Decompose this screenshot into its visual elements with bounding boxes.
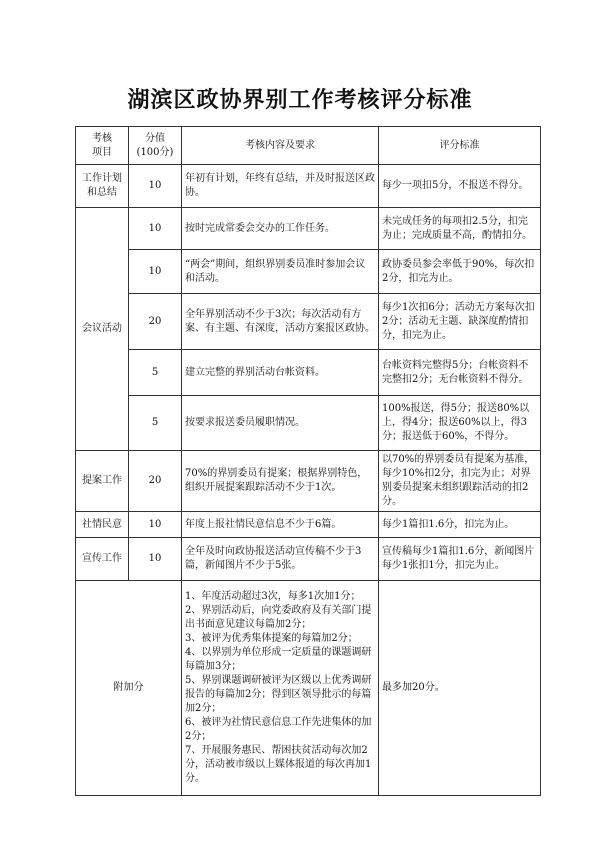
row-content: 年度上报社情民意信息不少于6篇。 bbox=[182, 512, 379, 538]
row-standard: 台帐资料完整得5分；台帐资料不完整扣2分；无台帐资料不得分。 bbox=[379, 350, 541, 396]
row-content: 年初有计划，年终有总结，并及时报送区政协。 bbox=[182, 165, 379, 208]
table-row bbox=[76, 294, 541, 350]
row-score: 10 bbox=[129, 250, 182, 294]
row-item: 会议活动 bbox=[76, 208, 129, 451]
row-item: 提案工作 bbox=[76, 451, 129, 512]
row-score: 10 bbox=[129, 165, 182, 208]
page-title: 湖滨区政协界别工作考核评分标准 bbox=[127, 87, 473, 113]
table-row bbox=[76, 581, 541, 796]
row-content: 按要求报送委员履职情况。 bbox=[182, 396, 379, 451]
header-score: 分值 (100分) bbox=[129, 127, 182, 165]
row-content: 全年及时向政协报送活动宣传稿不少于3篇，新闻图片不少于5张。 bbox=[182, 538, 379, 581]
header-item: 考核 项目 bbox=[76, 127, 129, 165]
row-content: 全年界别活动不少于3次；每次活动有方案、有主题、有深度，活动方案报区政协。 bbox=[182, 294, 379, 350]
row-score: 5 bbox=[129, 350, 182, 396]
table-row bbox=[76, 396, 541, 451]
row-score: 10 bbox=[129, 208, 182, 250]
row-standard: 每少一项扣5分，不报送不得分。 bbox=[379, 165, 541, 208]
row-score: 10 bbox=[129, 538, 182, 581]
row-standard: 每少1次扣6分；活动无方案每次扣2分；活动无主题、缺深度酌情扣分，扣完为止。 bbox=[379, 294, 541, 350]
scoring-table bbox=[75, 126, 541, 796]
row-standard: 100%报送，得5分；报送80%以上，得4分；报送60%以上，得3分；报送低于60%，不得分。 bbox=[379, 396, 541, 451]
row-standard: 最多加20分。 bbox=[379, 581, 541, 796]
header-standard: 评分标准 bbox=[379, 127, 541, 165]
header-content: 考核内容及要求 bbox=[182, 127, 379, 165]
row-content: 建立完整的界别活动台帐资料。 bbox=[182, 350, 379, 396]
row-score: 10 bbox=[129, 512, 182, 538]
row-item: 工作计划 和总结 bbox=[76, 165, 129, 208]
row-score: 5 bbox=[129, 396, 182, 451]
row-item: 附加分 bbox=[76, 581, 182, 796]
row-standard: 未完成任务的每项扣2.5分，扣完为止；完成质量不高，酌情扣分。 bbox=[379, 208, 541, 250]
row-content: 70%的界别委员有提案；根据界别特色，组织开展提案跟踪活动不少于1次。 bbox=[182, 451, 379, 512]
table-row bbox=[76, 208, 541, 250]
table-row bbox=[76, 165, 541, 208]
row-standard: 以70%的界别委员有提案为基准，每少10%扣2分，扣完为止；对界别委员提案未组织跟踪活动的扣2分。 bbox=[379, 451, 541, 512]
table-row bbox=[76, 512, 541, 538]
row-standard: 每少1篇扣1.6分，扣完为止。 bbox=[379, 512, 541, 538]
row-item: 宣传工作 bbox=[76, 538, 129, 581]
row-item: 社情民意 bbox=[76, 512, 129, 538]
row-score: 20 bbox=[129, 451, 182, 512]
row-score: 20 bbox=[129, 294, 182, 350]
row-content: 按时完成常委会交办的工作任务。 bbox=[182, 208, 379, 250]
table-header-row bbox=[76, 127, 541, 165]
row-standard: 宣传稿每少1篇扣1.6分，新闻图片每少1张扣1分，扣完为止。 bbox=[379, 538, 541, 581]
table-row bbox=[76, 538, 541, 581]
table-row bbox=[76, 250, 541, 294]
row-standard: 政协委员参会率低于90%，每次扣2分，扣完为止。 bbox=[379, 250, 541, 294]
row-content: “两会”期间，组织界别委员准时参加会议和活动。 bbox=[182, 250, 379, 294]
table-row bbox=[76, 451, 541, 512]
table-row bbox=[76, 350, 541, 396]
row-content: 1、年度活动超过3次，每多1次加1分； 2、界别活动后，向党委政府及有关部门提出书面意见建议每篇加2分； 3、被评为优秀集体提案的每篇加2分； 4、以界别为单位形成一定质量的课题调研每篇加3分； 5、界别课题调研被评为区级以上优秀调研报告的每篇加2分；得到区领导批示的每篇加2分； 6、被评为社情民意信息工作先进集体的加2分； 7、开展服务惠民、帮困扶贫活动每次加2分，活动被市级以上媒体报道的每次再加1分。 bbox=[182, 581, 379, 796]
